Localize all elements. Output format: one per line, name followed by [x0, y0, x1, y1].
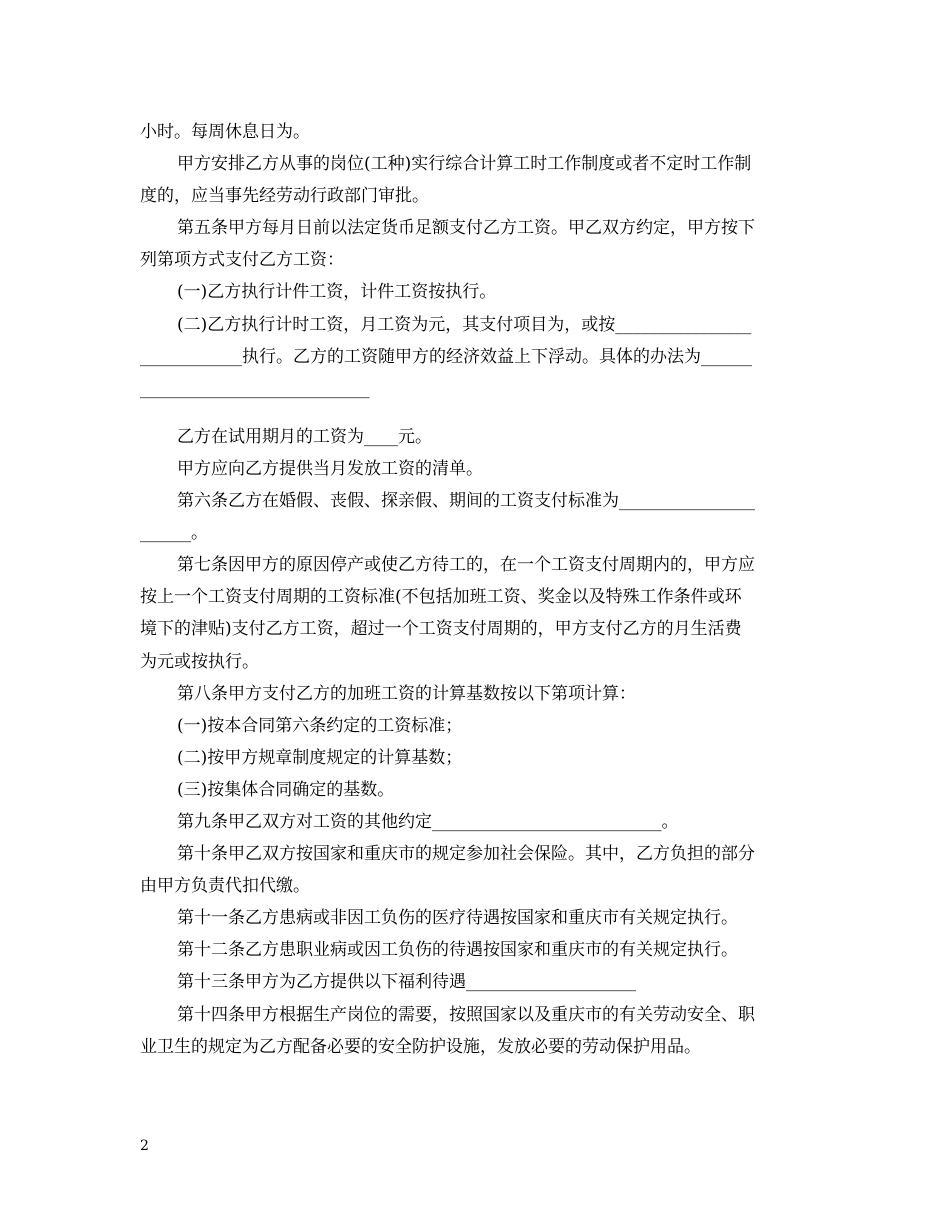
- text-line: 第五条甲方每月日前以法定货币足额支付乙方工资。甲乙双方约定，甲方按下: [177, 218, 755, 239]
- text-line: 按上一个工资支付周期的工资标准(不包括加班工资、奖金以及特殊工作条件或环: [140, 587, 742, 608]
- text-line: 甲方应向乙方提供当月发放工资的清单。: [177, 458, 483, 479]
- text-line: 第十条甲乙双方按国家和重庆市的规定参加社会保险。其中，乙方负担的部分: [177, 844, 755, 865]
- text-line: 为元或按执行。: [140, 651, 259, 672]
- paragraph-gap: [140, 405, 812, 421]
- text-line: ___________________________: [140, 378, 370, 399]
- text-line: 列第项方式支付乙方工资：: [140, 250, 344, 271]
- text-line: (二)乙方执行计时工资，月工资为元，其支付项目为，或按________________: [177, 314, 752, 335]
- text-line: (一)按本合同第六条约定的工资标准；: [177, 715, 463, 736]
- text-line: 第七条因甲方的原因停产或使乙方待工的，在一个工资支付周期内的，甲方应: [177, 555, 755, 576]
- text-line: 度的，应当事先经劳动行政部门审批。: [140, 186, 429, 207]
- text-line: (三)按集体合同确定的基数。: [177, 779, 395, 800]
- text-line: ____________执行。乙方的工资随甲方的经济效益上下浮动。具体的办法为______: [140, 346, 752, 367]
- text-line: 第十三条甲方为乙方提供以下福利待遇____________________: [177, 972, 636, 993]
- text-line: 第十一条乙方患病或非因工负伤的医疗待遇按国家和重庆市有关规定执行。: [177, 908, 738, 929]
- text-line: 甲方安排乙方从事的岗位(工种)实行综合计算工时工作制度或者不定时工作制: [177, 154, 752, 175]
- text-line: 小时。每周休息日为。: [140, 122, 310, 142]
- text-line: 第十二条乙方患职业病或因工负伤的待遇按国家和重庆市的有关规定执行。: [177, 940, 738, 961]
- text-line: 第六条乙方在婚假、丧假、探亲假、期间的工资支付标准为________________: [177, 491, 755, 512]
- text-line: ______。: [140, 523, 208, 544]
- text-line: 第十四条甲方根据生产岗位的需要，按照国家以及重庆市的有关劳动安全、职: [177, 1004, 755, 1025]
- page-number: 2: [140, 1138, 149, 1154]
- document-body: [140, 116, 812, 1063]
- text-line: 境下的津贴)支付乙方工资，超过一个工资支付周期的，甲方支付乙方的月生活费: [140, 619, 742, 640]
- text-line: 乙方在试用期月的工资为____元。: [177, 426, 432, 447]
- text-line: 第九条甲乙双方对工资的其他约定___________________________。: [177, 811, 679, 832]
- text-line: 由甲方负责代扣代缴。: [140, 876, 310, 897]
- text-line: (二)按甲方规章制度规定的计算基数；: [177, 747, 463, 768]
- text-line: 业卫生的规定为乙方配备必要的安全防护设施，发放必要的劳动保护用品。: [140, 1036, 701, 1057]
- text-line: 第八条甲方支付乙方的加班工资的计算基数按以下第项计算：: [177, 683, 636, 704]
- text-line: (一)乙方执行计件工资，计件工资按执行。: [177, 282, 497, 303]
